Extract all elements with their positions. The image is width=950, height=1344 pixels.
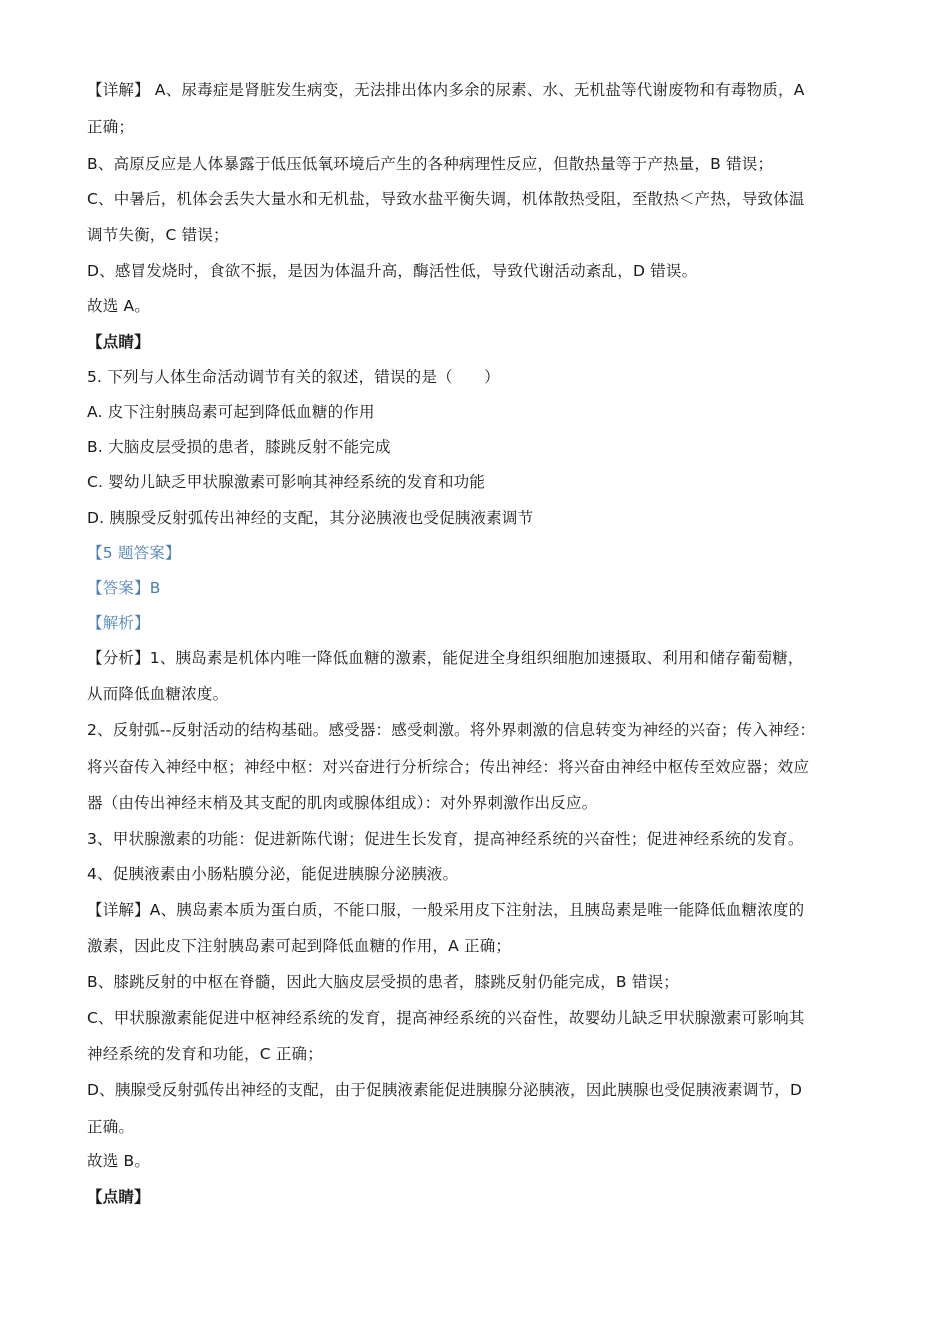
explanation-line: 【详解】 A、尿毒症是肾脏发生病变，无法排出体内多余的尿素、水、无机盐等代谢废物和有毒物质，A	[87, 81, 805, 99]
detail-line: 神经系统的发育和功能，C 正确；	[87, 1045, 323, 1063]
detail-line: B、膝跳反射的中枢在脊髓，因此大脑皮层受损的患者，膝跳反射仍能完成，B 错误；	[87, 973, 679, 991]
answer-line: 【答案】B	[87, 579, 161, 597]
answer-heading: 【5 题答案】	[87, 544, 181, 562]
option-d: D. 胰腺受反射弧传出神经的支配，其分泌胰液也受促胰液素调节	[87, 509, 534, 527]
explanation-line: D、感冒发烧时，食欲不振，是因为体温升高，酶活性低，导致代谢活动紊乱，D 错误。	[87, 262, 698, 280]
question-stem: 5. 下列与人体生命活动调节有关的叙述，错误的是（ ）	[87, 368, 500, 386]
analysis-line: 将兴奋传入神经中枢；神经中枢：对兴奋进行分析综合；传出神经：将兴奋由神经中枢传至效应器；效应	[87, 758, 810, 776]
option-a: A. 皮下注射胰岛素可起到降低血糖的作用	[87, 403, 375, 421]
explanation-line: 正确；	[87, 118, 135, 136]
option-b: B. 大脑皮层受损的患者，膝跳反射不能完成	[87, 438, 391, 456]
analysis-line: 器（由传出神经末梢及其支配的肌肉或腺体组成）：对外界刺激作出反应。	[87, 794, 598, 812]
detail-line: 【详解】A、胰岛素本质为蛋白质，不能口服，一般采用皮下注射法，且胰岛素是唯一能降低血糖浓度的	[87, 901, 805, 919]
explanation-line: C、中暑后，机体会丢失大量水和无机盐，导致水盐平衡失调，机体散热受阻，至散热＜产热，导致体温	[87, 190, 805, 208]
analysis-line: 4、促胰液素由小肠粘膜分泌，能促进胰腺分泌胰液。	[87, 865, 459, 883]
detail-line: 正确。	[87, 1118, 135, 1136]
analysis-line: 2、反射弧--反射活动的结构基础。感受器：感受刺激。将外界刺激的信息转变为神经的兴奋；传入神经：	[87, 721, 816, 739]
detail-line: D、胰腺受反射弧传出神经的支配，由于促胰液素能促进胰腺分泌胰液，因此胰腺也受促胰液素调节，D	[87, 1081, 803, 1099]
analysis-line: 【分析】1、胰岛素是机体内唯一降低血糖的激素，能促进全身组织细胞加速摄取、利用和储存葡萄糖，	[87, 649, 804, 667]
analysis-line: 从而降低血糖浓度。	[87, 685, 229, 703]
section-heading-comment: 【点睛】	[87, 1188, 150, 1206]
explanation-line: 调节失衡，C 错误；	[87, 226, 229, 244]
detail-line: 激素，因此皮下注射胰岛素可起到降低血糖的作用，A 正确；	[87, 937, 512, 955]
section-heading-comment: 【点睛】	[87, 333, 150, 351]
analysis-line: 3、甲状腺激素的功能：促进新陈代谢；促进生长发育，提高神经系统的兴奋性；促进神经系统的发育。	[87, 830, 804, 848]
analysis-heading: 【解析】	[87, 614, 150, 632]
conclusion-line: 故选 A。	[87, 297, 151, 315]
detail-line: C、甲状腺激素能促进中枢神经系统的发育，提高神经系统的兴奋性，故婴幼儿缺乏甲状腺激素可影响其	[87, 1009, 805, 1027]
explanation-line: B、高原反应是人体暴露于低压低氧环境后产生的各种病理性反应，但散热量等于产热量，B 错误；	[87, 155, 774, 173]
conclusion-line: 故选 B。	[87, 1152, 151, 1170]
option-c: C. 婴幼儿缺乏甲状腺激素可影响其神经系统的发育和功能	[87, 473, 486, 491]
